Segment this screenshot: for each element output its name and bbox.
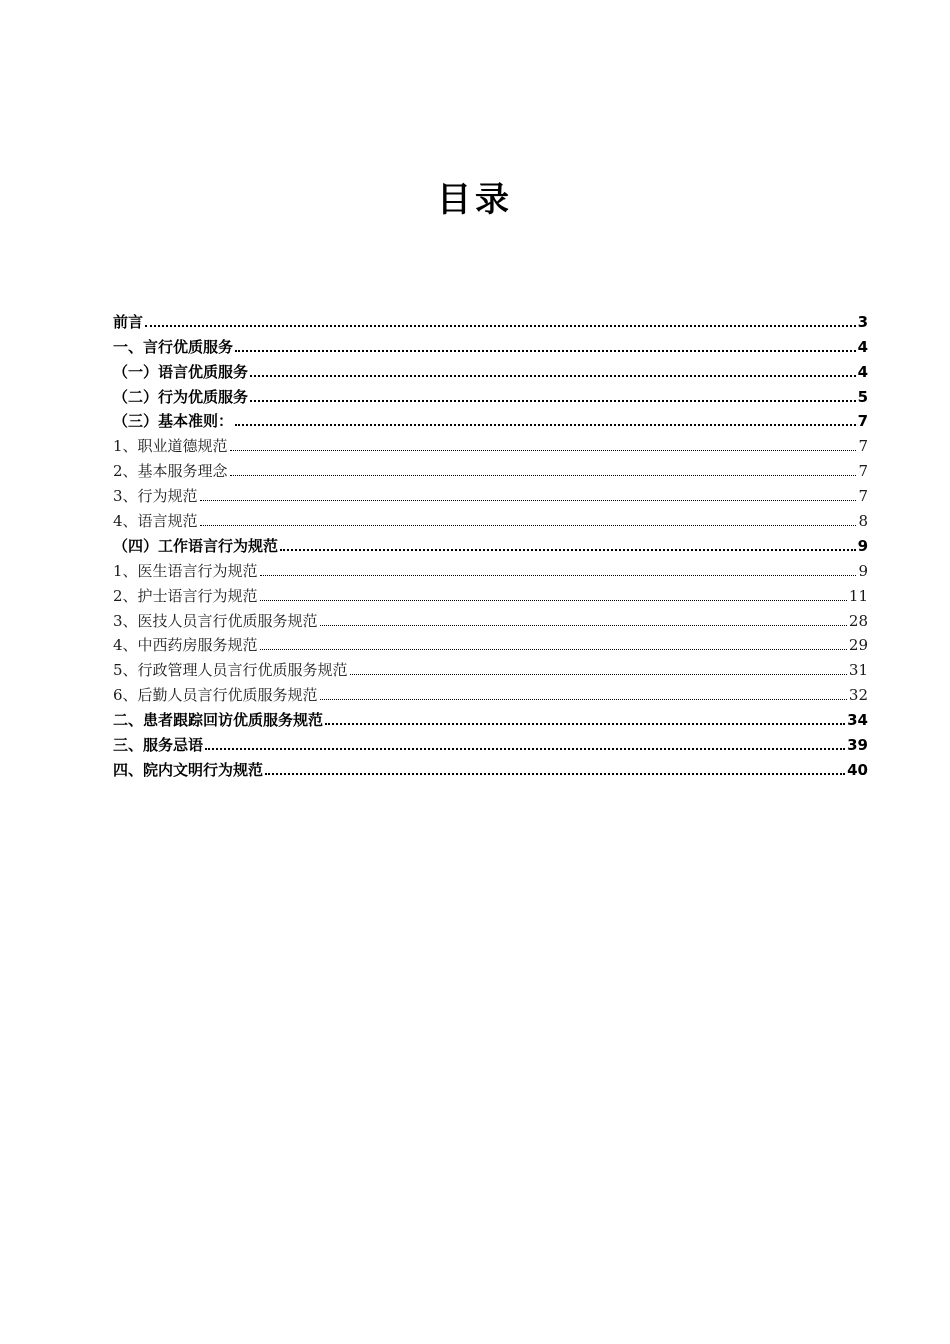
toc-dot-leader <box>260 575 857 576</box>
toc-entry-8[interactable] <box>113 481 868 506</box>
toc-entry-label: 一、言行优质服务 <box>113 337 234 356</box>
toc-entry-2[interactable] <box>113 332 868 357</box>
toc-entry-label: 3、医技人员言行优质服务规范 <box>113 611 318 630</box>
toc-entry-page-number: 7 <box>858 487 868 506</box>
toc-dot-leader <box>280 549 856 551</box>
toc-entry-page-number: 31 <box>848 661 868 680</box>
toc-entry-9[interactable] <box>113 506 868 531</box>
toc-entry-18[interactable] <box>113 730 868 755</box>
toc-dot-leader <box>260 600 847 601</box>
toc-entry-13[interactable] <box>113 606 868 631</box>
toc-dot-leader <box>320 625 847 626</box>
toc-entry-17[interactable] <box>113 705 868 730</box>
toc-entry-11[interactable] <box>113 556 868 581</box>
toc-entry-label: 四、院内文明行为规范 <box>113 760 264 779</box>
toc-entry-page-number: 34 <box>847 711 868 730</box>
toc-entry-page-number: 40 <box>847 760 868 779</box>
toc-entry-page-number: 4 <box>857 337 868 356</box>
toc-entry-6[interactable] <box>113 431 868 456</box>
toc-entry-page-number: 28 <box>848 611 868 630</box>
toc-dot-leader <box>235 424 856 426</box>
toc-entry-label: （一）语言优质服务 <box>113 362 249 381</box>
toc-dot-leader <box>200 525 857 526</box>
toc-dot-leader <box>230 450 857 451</box>
toc-entry-page-number: 7 <box>858 437 868 456</box>
toc-dot-leader <box>250 375 856 377</box>
toc-entry-12[interactable] <box>113 581 868 606</box>
toc-dot-leader <box>200 500 857 501</box>
table-of-contents <box>113 307 868 780</box>
toc-entry-label: （二）行为优质服务 <box>113 387 249 406</box>
toc-dot-leader <box>325 723 845 725</box>
toc-entry-page-number: 8 <box>858 512 868 531</box>
toc-entry-page-number: 29 <box>848 636 868 655</box>
toc-entry-label: 3、行为规范 <box>113 487 198 506</box>
toc-entry-label: 三、服务忌语 <box>113 736 204 755</box>
toc-dot-leader <box>250 400 856 402</box>
toc-entry-page-number: 7 <box>858 462 868 481</box>
toc-entry-page-number: 11 <box>848 586 868 605</box>
toc-dot-leader <box>320 699 847 700</box>
toc-entry-1[interactable] <box>113 307 868 332</box>
toc-entry-15[interactable] <box>113 655 868 680</box>
toc-entry-label: （四）工作语言行为规范 <box>113 536 279 555</box>
toc-dot-leader <box>230 475 857 476</box>
toc-dot-leader <box>235 350 856 352</box>
toc-dot-leader <box>265 773 845 775</box>
toc-entry-page-number: 4 <box>857 362 868 381</box>
toc-entry-page-number: 7 <box>857 412 868 431</box>
toc-entry-page-number: 9 <box>857 536 868 555</box>
toc-entry-label: 5、行政管理人员言行优质服务规范 <box>113 661 348 680</box>
toc-entry-5[interactable] <box>113 407 868 432</box>
toc-entry-label: 1、医生语言行为规范 <box>113 561 258 580</box>
toc-entry-page-number: 5 <box>857 387 868 406</box>
toc-entry-label: （三）基本准则： <box>113 412 234 431</box>
toc-entry-page-number: 32 <box>848 686 868 705</box>
toc-dot-leader <box>145 325 856 327</box>
toc-entry-16[interactable] <box>113 680 868 705</box>
toc-entry-4[interactable] <box>113 382 868 407</box>
toc-entry-label: 2、护士语言行为规范 <box>113 586 258 605</box>
toc-dot-leader <box>350 674 847 675</box>
toc-entry-14[interactable] <box>113 631 868 656</box>
toc-dot-leader <box>260 649 847 650</box>
toc-entry-label: 2、基本服务理念 <box>113 462 228 481</box>
page-title: 目录 <box>437 180 513 220</box>
toc-entry-19[interactable] <box>113 755 868 780</box>
toc-entry-7[interactable] <box>113 456 868 481</box>
toc-entry-label: 1、职业道德规范 <box>113 437 228 456</box>
toc-entry-label: 4、中西药房服务规范 <box>113 636 258 655</box>
toc-entry-3[interactable] <box>113 357 868 382</box>
toc-entry-page-number: 39 <box>847 736 868 755</box>
toc-entry-label: 4、语言规范 <box>113 512 198 531</box>
toc-dot-leader <box>205 748 845 750</box>
toc-entry-label: 6、后勤人员言行优质服务规范 <box>113 686 318 705</box>
toc-entry-page-number: 3 <box>857 312 868 331</box>
toc-entry-10[interactable] <box>113 531 868 556</box>
toc-entry-page-number: 9 <box>858 561 868 580</box>
toc-entry-label: 二、患者跟踪回访优质服务规范 <box>113 711 324 730</box>
toc-entry-label: 前言 <box>113 312 144 331</box>
